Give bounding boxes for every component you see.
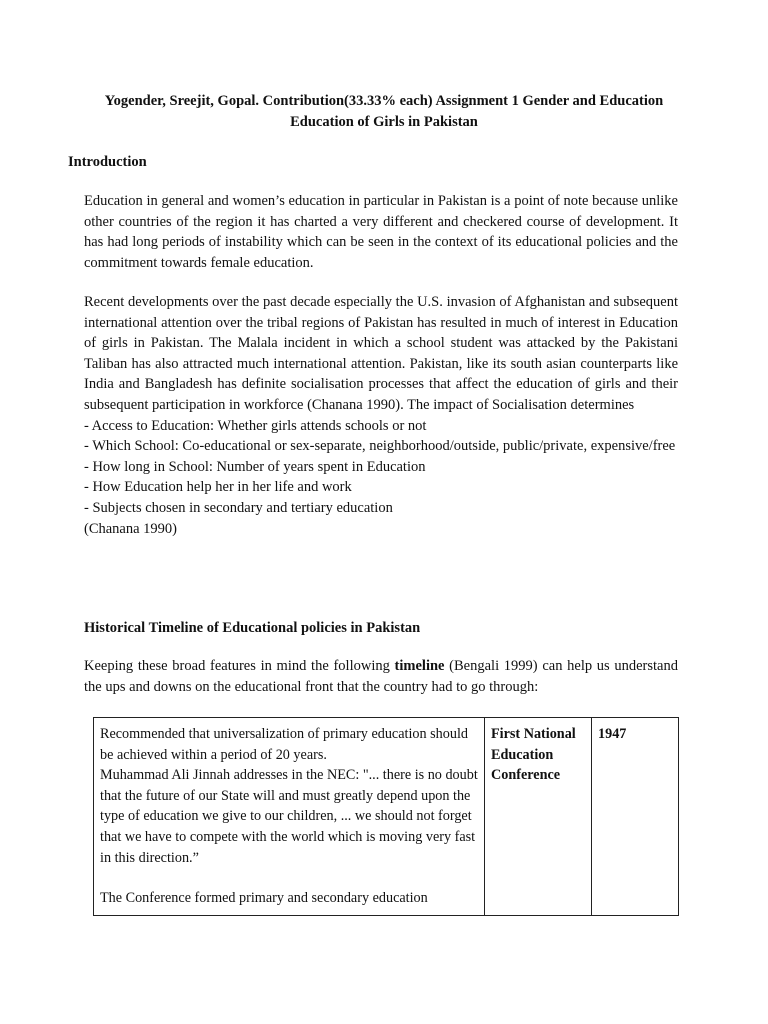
introduction-heading: Introduction xyxy=(68,154,147,170)
paragraph-text: Recent developments over the past decade especially the U.S. invasion of Afghanistan and subsequent international attention over the tribal regions of Pakistan has resulted in much of interest in Education of girls in Pakistan. The Malala incident in which a school student was attacked by the Pakistani Taliban has also attracted much international attention. Pakistan, like its south asian counterparts like India and Bangladesh has definite socialisation processes that affect the education of girls and their subsequent participation in workforce (Chanana 1990). The impact of Socialisation determines xyxy=(84,294,678,413)
description-text: The Conference formed primary and secondary education xyxy=(100,890,428,907)
paragraph-text xyxy=(84,656,678,697)
year-cell: 1947 xyxy=(592,718,679,916)
list-item: - Access to Education: Whether girls attends schools or not xyxy=(84,417,427,434)
description-text: Recommended that universalization of primary education should be achieved within a period of 20 years. xyxy=(100,726,468,763)
intro-text-after: (Bengali 1999) can help us understand the ups and downs on the educational front that the country had to go through: xyxy=(84,658,678,695)
title-line-2: Education of Girls in Pakistan xyxy=(290,114,478,130)
intro-text-before: Keeping these broad features in mind the following xyxy=(84,658,395,674)
intro-bold-word: timeline xyxy=(394,658,445,674)
introduction-paragraph-2 xyxy=(84,292,678,539)
event-cell: First National Education Conference xyxy=(485,718,592,916)
timeline-table xyxy=(93,717,679,916)
introduction-paragraph-1 xyxy=(84,191,678,273)
description-text: Muhammad Ali Jinnah addresses in the NEC: "... there is no doubt that the future of our State will and must greatly depend upon the type of education we give to our children, ... we should not forget that we have to compete with the world which is moving very fast in this direction.” xyxy=(100,767,478,866)
paragraph-text: Education in general and women’s education in particular in Pakistan is a point of note because unlike other countries of the region it has charted a very different and checkered course of development. It has had long periods of instability which can be seen in the context of its educational policies and the commitment towards female education. xyxy=(84,193,678,271)
description-cell xyxy=(94,718,485,916)
timeline-intro-paragraph xyxy=(84,656,678,697)
timeline-heading: Historical Timeline of Educational policies in Pakistan xyxy=(84,620,421,636)
list-item: - How long in School: Number of years spent in Education xyxy=(84,458,426,475)
list-item: - How Education help her in her life and work xyxy=(84,479,352,496)
list-item: - Which School: Co-educational or sex-separate, neighborhood/outside, public/private, expensive/free xyxy=(84,438,676,455)
table-row xyxy=(94,718,679,916)
spacer xyxy=(100,868,478,888)
citation: (Chanana 1990) xyxy=(84,520,178,537)
title-line-1: Yogender, Sreejit, Gopal. Contribution(33.33% each) Assignment 1 Gender and Education xyxy=(104,93,664,109)
list-item: - Subjects chosen in secondary and tertiary education xyxy=(84,499,393,516)
document-title xyxy=(60,91,708,133)
